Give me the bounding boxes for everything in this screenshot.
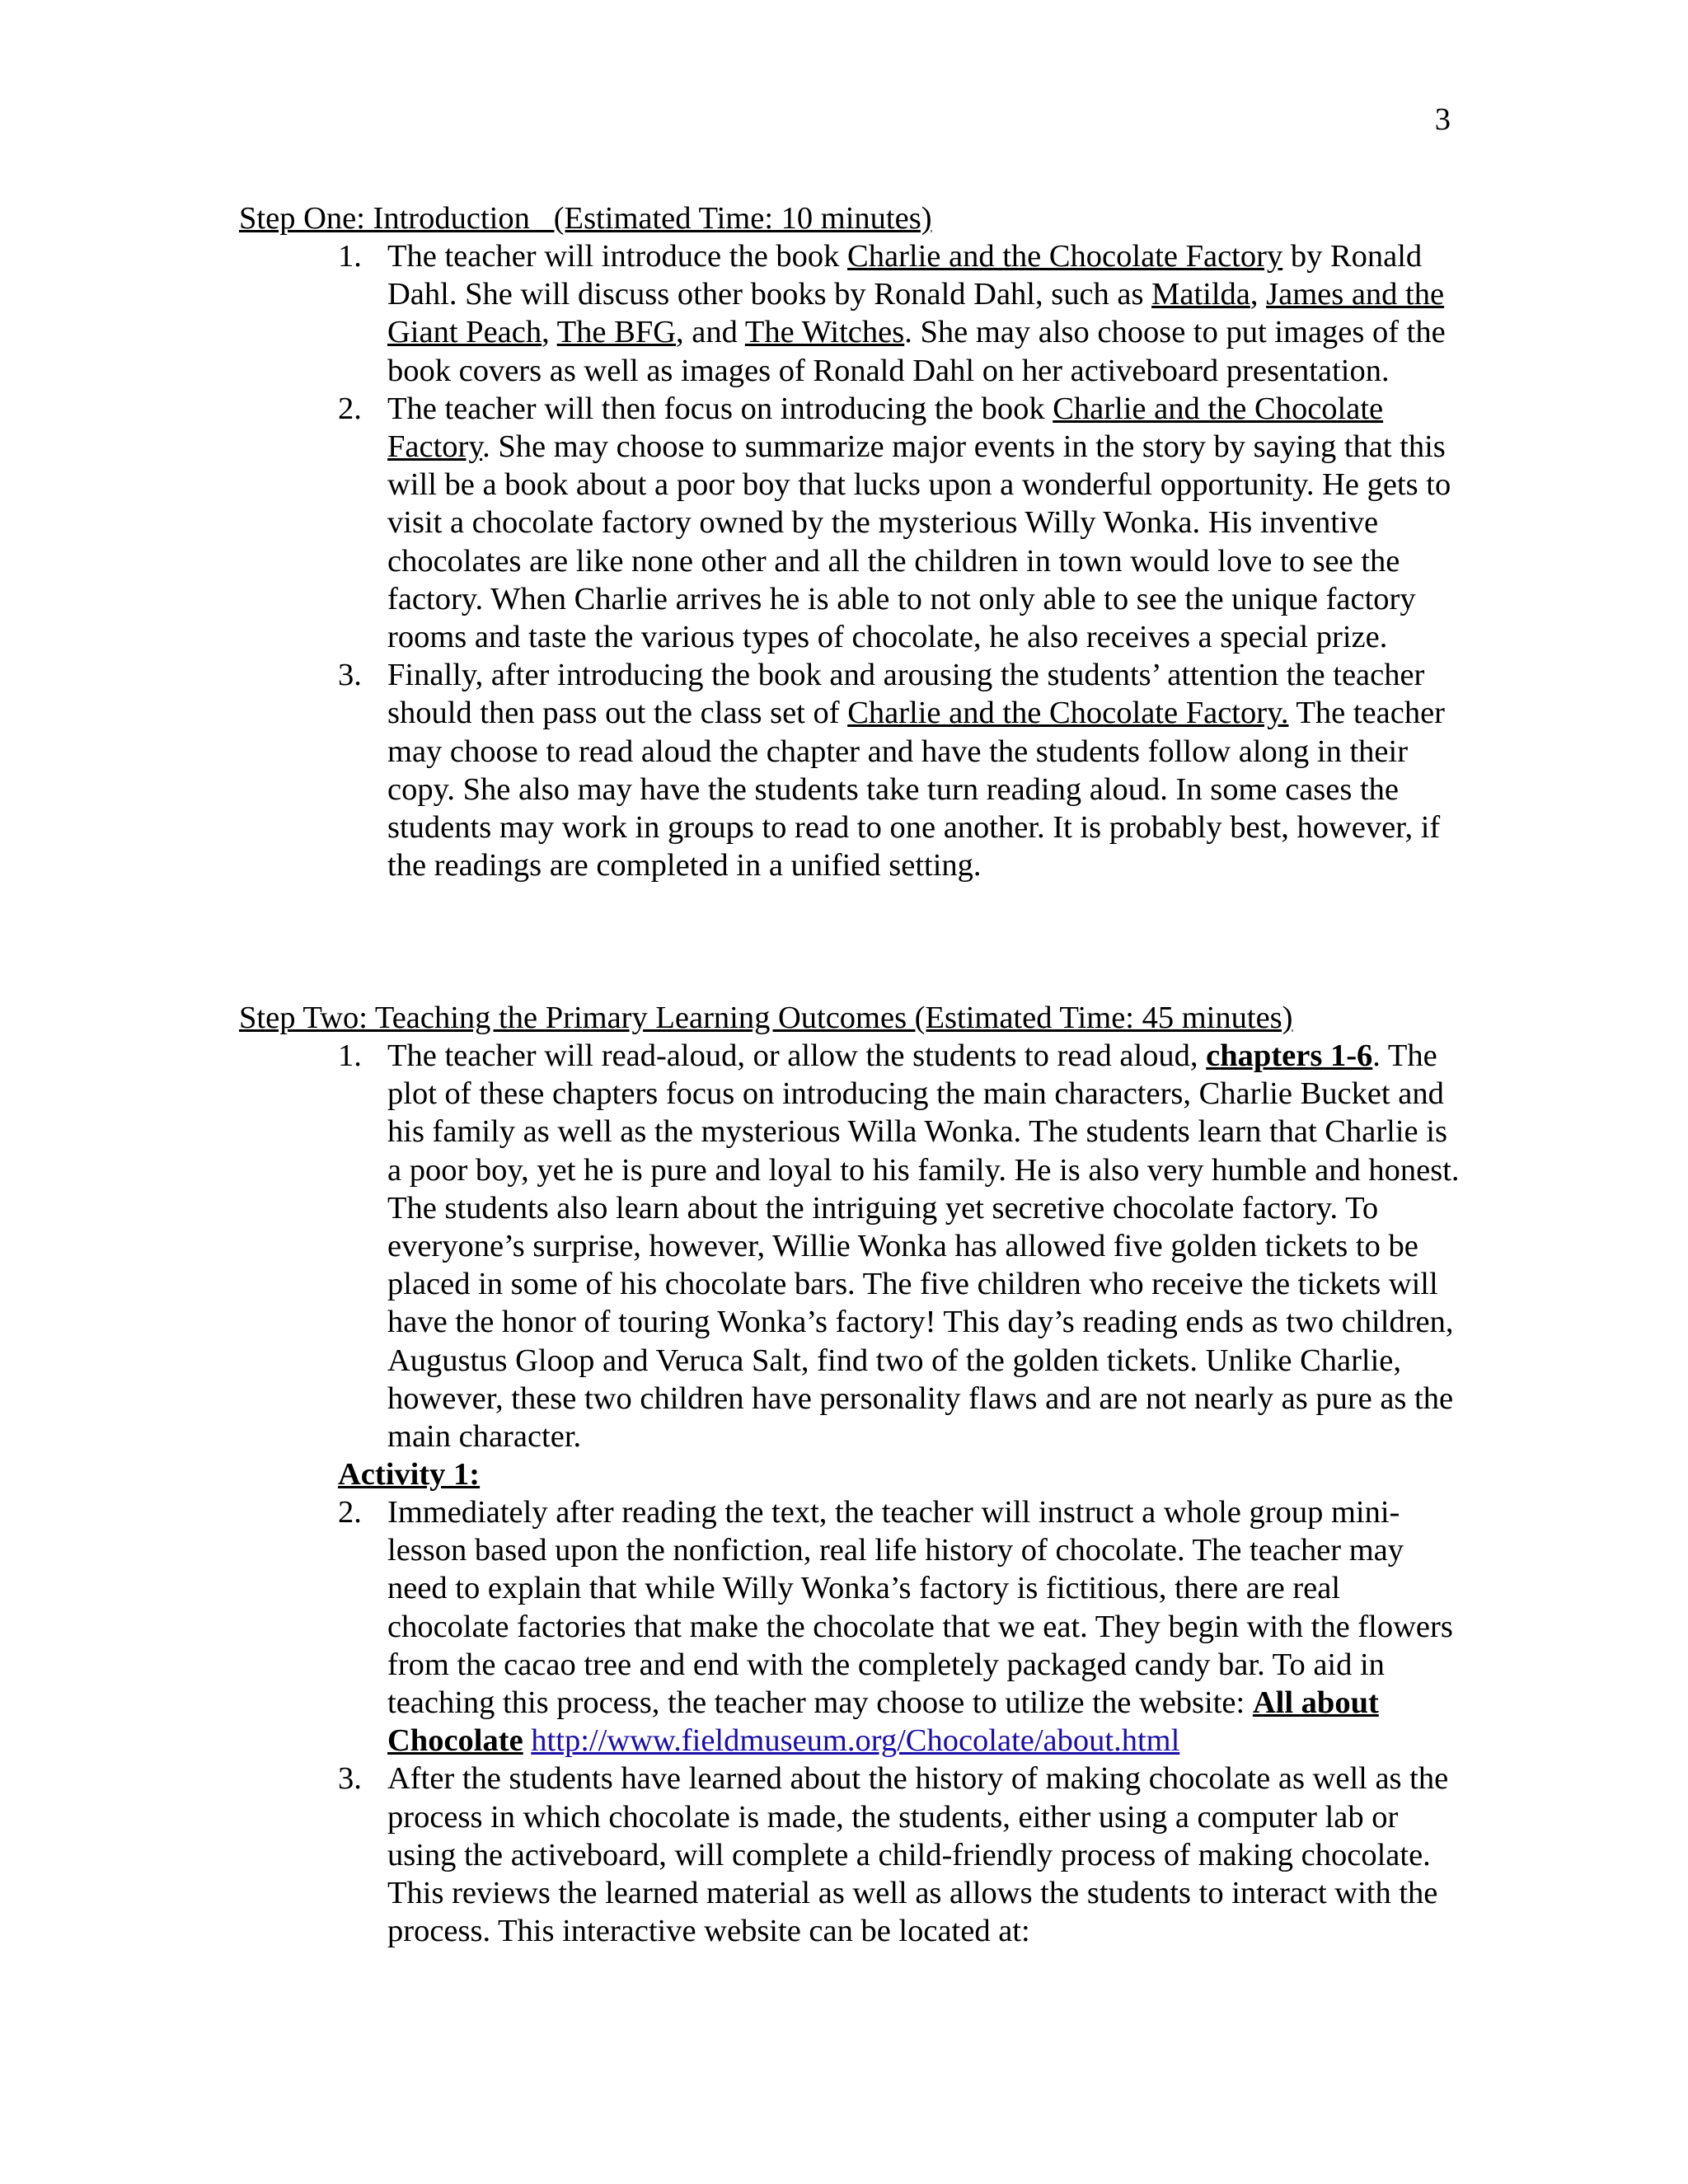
book-title: The BFG <box>556 315 677 350</box>
step-one-list <box>338 237 1467 884</box>
book-title: Matilda <box>1151 277 1250 312</box>
book-title: James and the Giant Peach <box>387 277 1445 350</box>
chapters-emphasis: chapters 1-6 <box>1206 1038 1373 1073</box>
page-number: 3 <box>1434 102 1451 137</box>
item-number: 3. <box>338 1761 362 1797</box>
item-number: 1. <box>338 1038 362 1073</box>
list-item: 1. The teacher will read-aloud, or allow the students to read aloud, chapters 1-6. The plot of these chapters focus on introducing the main characters, Charlie Bucket and his family as well as the mysterious Willa Wonka. The students learn that Charlie is a poor boy, yet he is pure and loyal to his family. He is also very humble and honest. The students also learn about the intriguing yet secretive chocolate factory. To everyone’s surprise, however, Willie Wonka has allowed five golden tickets to be placed in some of his chocolate bars. The five children who receive the tickets will have the honor of touring Wonka’s factory! This day’s reading ends as two children, Augustus Gloop and Veruca Salt, find two of the golden tickets. Unlike Charlie, however, these two children have personality flaws and are not nearly as pure as the main character. <box>338 1038 1460 1455</box>
item-number: 2. <box>338 1495 362 1530</box>
book-title: Charlie and the Chocolate Factory. <box>847 696 1289 731</box>
item-number: 3. <box>338 658 362 693</box>
chocolate-website-link[interactable]: http://www.fieldmuseum.org/Chocolate/about.html <box>531 1723 1180 1759</box>
book-title: Charlie and the Chocolate Factory <box>847 239 1283 274</box>
step-two-list-part-one <box>338 1037 1467 1455</box>
list-item: 1. The teacher will introduce the book Charlie and the Chocolate Factory by Ronald Dahl. She will discuss other books by Ronald Dahl, such as Matilda, James and the Giant Peach, The BFG, and The Witches. She may also choose to put images of the book covers as well as images of Ronald Dahl on her activeboard presentation. <box>338 239 1446 388</box>
step-two-heading: Step Two: Teaching the Primary Learning Outcomes (Estimated Time: 45 minutes) <box>239 1001 1293 1035</box>
book-title: Charlie and the Chocolate Factory <box>387 391 1384 465</box>
step-one-heading: Step One: Introduction (Estimated Time: 10 minutes) <box>239 201 932 236</box>
item-number: 1. <box>338 239 362 274</box>
list-item: 3. Finally, after introducing the book and arousing the students’ attention the teacher should then pass out the class set of Charlie and the Chocolate Factory. The teacher may choose to read aloud the chapter and have the students follow along in their copy. She also may have the students take turn reading aloud. In some cases the students may work in groups to read to one another. It is probably best, however, if the readings are completed in a unified setting. <box>338 658 1445 883</box>
item-number: 2. <box>338 391 362 426</box>
activity-label: Activity 1: <box>338 1457 481 1492</box>
website-name: All about Chocolate <box>387 1685 1379 1759</box>
list-item: 2. The teacher will then focus on introducing the book Charlie and the Chocolate Factory. She may choose to summarize major events in the story by saying that this will be a book about a poor boy that lucks upon a wonderful opportunity. He gets to visit a chocolate factory owned by the mysterious Willy Wonka. His inventive chocolates are like none other and all the children in town would love to see the factory. When Charlie arrives he is able to not only able to see the unique factory rooms and taste the various types of chocolate, he also receives a special prize. <box>338 391 1451 655</box>
list-item: 2. Immediately after reading the text, the teacher will instruct a whole group mini-lesson based upon the nonfiction, real life history of chocolate. The teacher may need to explain that while Willy Wonka’s factory is fictitious, there are real chocolate factories that make the chocolate that we eat. They begin with the flowers from the cacao tree and end with the completely packaged candy bar. To aid in teaching this process, the teacher may choose to utilize the website: All about Chocolate http://www.fieldmuseum.org/Chocolate/about.html <box>338 1495 1453 1759</box>
step-two-list-part-two <box>338 1493 1467 1950</box>
book-title: The Witches <box>744 315 905 350</box>
list-item: 3. After the students have learned about the history of making chocolate as well as the process in which chocolate is made, the students, either using a computer lab or using the activeboard, will complete a child-friendly process of making chocolate. This reviews the learned material as well as allows the students to interact with the process. This interactive website can be located at: <box>338 1761 1449 1949</box>
